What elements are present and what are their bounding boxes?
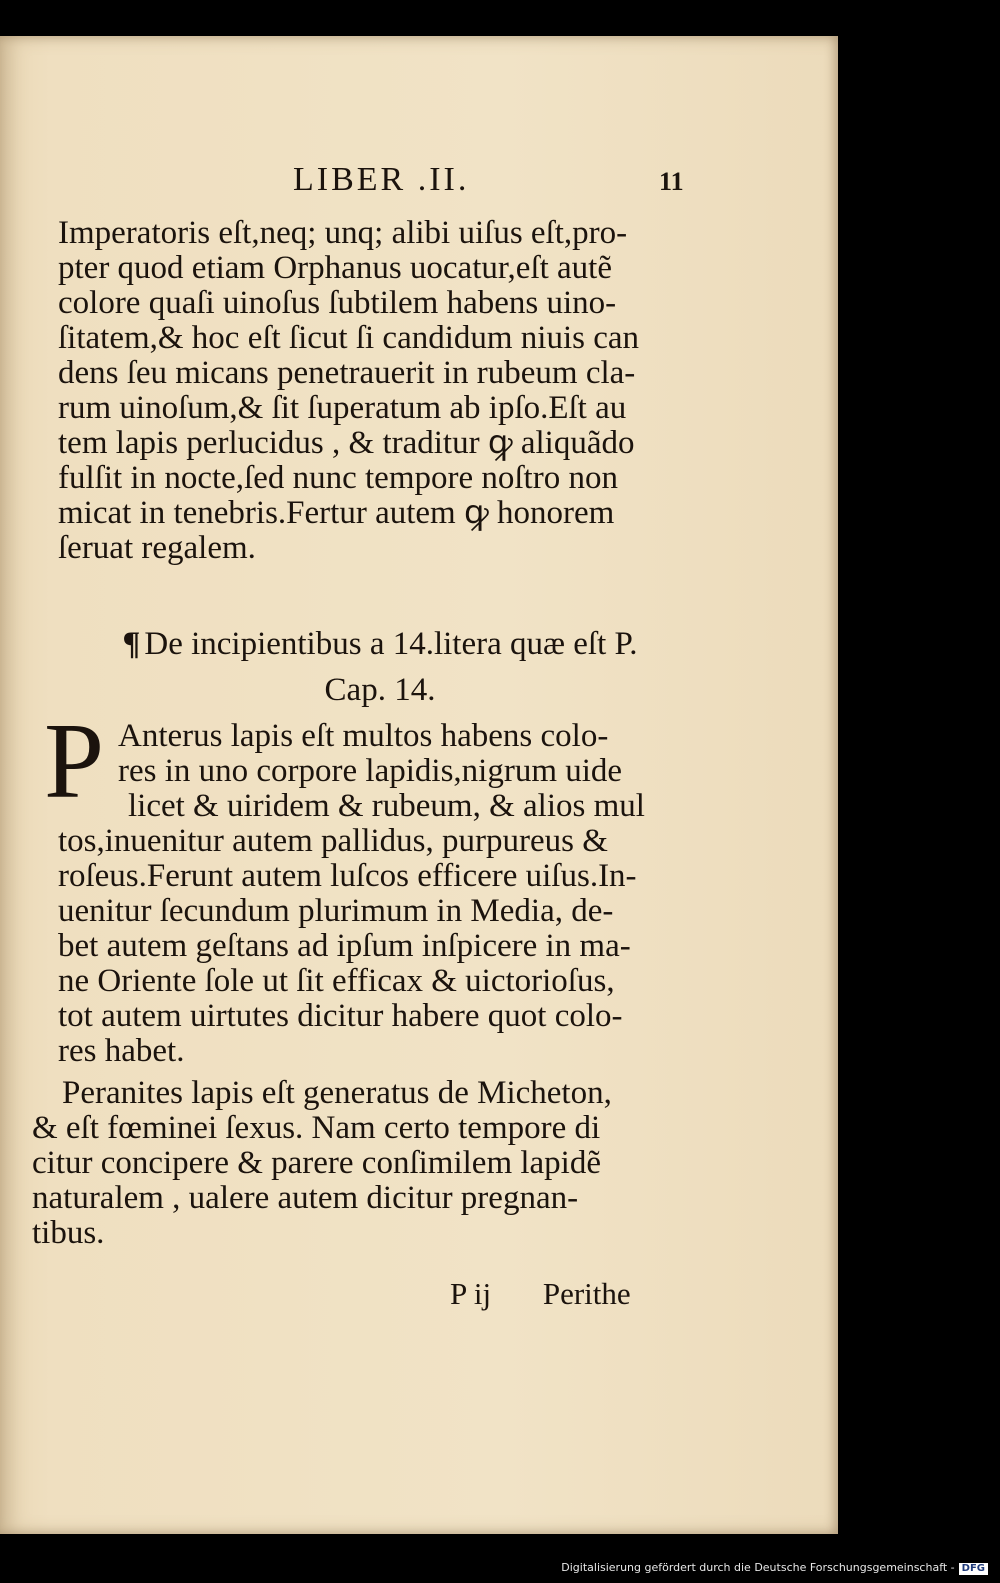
catchword: Perithe xyxy=(542,1276,631,1311)
paragraph-panterus xyxy=(58,719,645,1069)
text-line: tem lapis perlucidus , & traditur ꝙ aliquãdo xyxy=(58,425,635,461)
text-line: & eſt fœminei ſexus. Nam certo tempore di xyxy=(32,1110,601,1146)
drop-cap-initial: P xyxy=(44,702,105,821)
text-line: licet & uiridem & rubeum, & alios mul xyxy=(128,788,645,824)
text-line: tot autem uirtutes dicitur habere quot colo- xyxy=(58,998,623,1034)
text-line: ſeruat regalem. xyxy=(58,530,256,566)
text-line: ne Oriente ſole ut ſit efficax & uictorioſus, xyxy=(58,963,615,999)
text-line: res in uno corpore lapidis,nigrum uide xyxy=(118,753,623,789)
chapter-title: De incipientibus a 14.litera quæ eſt P. xyxy=(144,626,638,662)
text-line: ſitatem,& hoc eſt ſicut ſi candidum niuis can xyxy=(58,320,640,356)
text-line: colore quaſi uinoſus ſubtilem habens uino- xyxy=(58,285,617,321)
folio-number: 11 xyxy=(659,167,684,196)
chapter-number: Cap. 14. xyxy=(324,672,436,708)
chapter-heading xyxy=(0,621,760,713)
text-line: fulſit in nocte,ſed nunc tempore noſtro non xyxy=(58,460,618,496)
text-line: micat in tenebris.Fertur autem ꝙ honorem xyxy=(58,495,615,531)
digitization-credit xyxy=(561,1561,988,1575)
page-header xyxy=(0,161,838,201)
credit-text: Digitalisierung gefördert durch die Deutsche Forschungsgemeinschaft - xyxy=(561,1561,955,1574)
text-line: uenitur ſecundum plurimum in Media, de- xyxy=(58,893,614,929)
text-line: res habet. xyxy=(58,1033,185,1069)
text-line: dens ſeu micans penetrauerit in rubeum cla- xyxy=(58,355,636,391)
text-line: roſeus.Ferunt autem luſcos efficere uiſus.In- xyxy=(58,858,637,894)
text-line: citur concipere & parere conſimilem lapidẽ xyxy=(32,1145,601,1181)
text-line: Anterus lapis eſt multos habens colo- xyxy=(118,718,609,754)
text-line: bet autem geſtans ad ipſum inſpicere in ma- xyxy=(58,928,631,964)
text-line: tos,inuenitur autem pallidus, purpureus & xyxy=(58,823,608,859)
chapter-heading-line-1 xyxy=(0,621,760,667)
paragraph-orphanus xyxy=(58,216,639,566)
page-footer xyxy=(450,1276,631,1312)
dfg-logo-icon: DFG xyxy=(959,1563,988,1575)
book-page xyxy=(0,36,838,1534)
signature-mark: P ij xyxy=(450,1276,492,1311)
paragraph-peranites xyxy=(32,1076,612,1251)
running-head: LIBER .II. xyxy=(293,161,470,198)
text-line: Imperatoris eſt,neq; unq; alibi uiſus eſt,pro- xyxy=(58,215,628,251)
text-line: rum uinoſum,& ſit ſuperatum ab ipſo.Eſt au xyxy=(58,390,627,426)
pilcrow-mark: ¶ xyxy=(122,626,141,662)
text-line: pter quod etiam Orphanus uocatur,eſt autẽ xyxy=(58,250,612,286)
text-line: tibus. xyxy=(32,1215,105,1251)
text-line: Peranites lapis eſt generatus de Micheton, xyxy=(62,1075,612,1111)
text-line: naturalem , ualere autem dicitur pregnan- xyxy=(32,1180,579,1216)
